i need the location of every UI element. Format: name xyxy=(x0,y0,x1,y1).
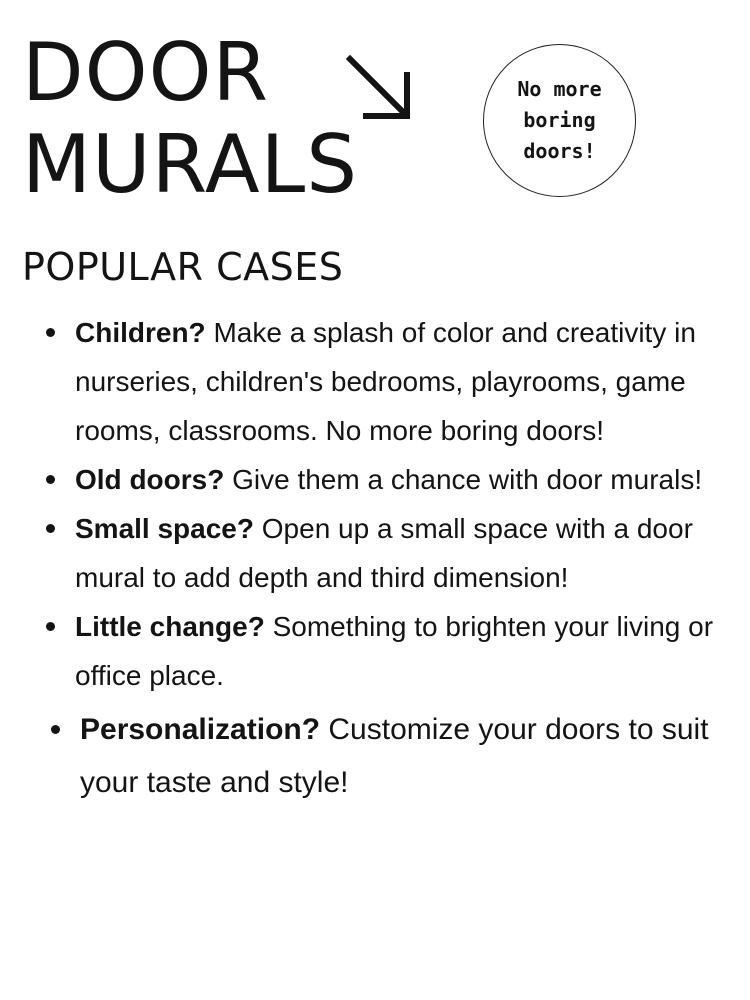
list-item-little-change xyxy=(0,602,750,700)
bullet-icon xyxy=(46,524,55,533)
no-more-boring-doors-badge xyxy=(483,44,636,197)
case-text: Open up a small space with a door mural to add depth and third dimension! xyxy=(75,513,693,593)
case-lead: Old doors? xyxy=(75,464,225,495)
case-text: Customize your doors to suit your taste and style! xyxy=(80,713,709,799)
bullet-icon xyxy=(46,328,55,337)
case-lead: Little change? xyxy=(75,611,265,642)
hero-title-line-1: DOOR xyxy=(22,26,270,119)
arrow-down-right-icon xyxy=(344,53,416,125)
badge-line-2: boring xyxy=(523,108,596,132)
case-text: Something to brighten your living or office place. xyxy=(75,611,714,691)
list-item-personalization xyxy=(0,703,750,809)
popular-cases-list xyxy=(0,308,750,809)
hero-heading xyxy=(22,20,422,210)
bullet-icon xyxy=(46,475,55,484)
list-item-old-doors xyxy=(0,455,750,504)
hero-title-line-2: MURALS xyxy=(22,118,358,211)
bullet-icon xyxy=(51,725,60,734)
list-item-children xyxy=(0,308,750,455)
section-title: POPULAR CASES xyxy=(22,245,344,289)
badge-line-3: doors! xyxy=(523,139,596,163)
badge-line-1: No more xyxy=(517,77,602,101)
case-lead: Small space? xyxy=(75,513,254,544)
case-text: Make a splash of color and creativity in nurseries, children's bedrooms, playrooms, game rooms, classrooms. No more boring doors! xyxy=(75,317,696,446)
case-text: Give them a chance with door murals! xyxy=(224,464,703,495)
bullet-icon xyxy=(46,622,55,631)
case-lead: Children? xyxy=(75,317,206,348)
case-lead: Personalization? xyxy=(80,713,321,746)
badge-text xyxy=(500,74,620,167)
list-item-small-space xyxy=(0,504,750,602)
